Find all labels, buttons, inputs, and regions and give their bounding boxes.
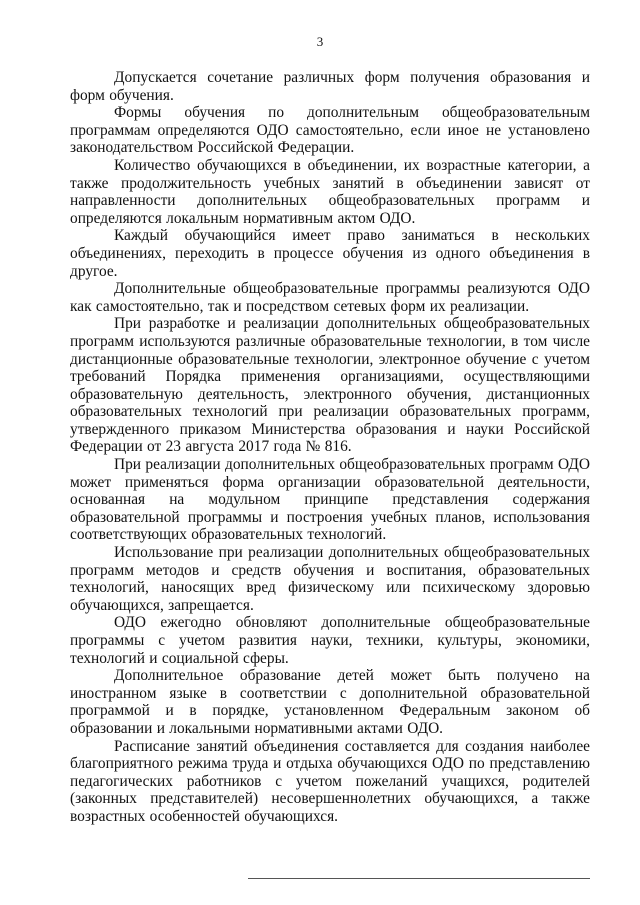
- document-body: [70, 69, 590, 826]
- paragraph-forms-of-study: Формы обучения по дополнительным общеобразовательным программам определяются ОДО самостоятельно, если иное не установлено законодательством Российской Федерации.: [70, 104, 590, 157]
- paragraph-student-count: Количество обучающихся в объединении, их возрастные категории, а также продолжительность учебных занятий в объединении зависят от направленности дополнительных общеобразовательных программ и определяются локальным нормативным актом ОДО.: [70, 156, 590, 227]
- paragraph-network-forms: Дополнительные общеобразовательные программы реализуются ОДО как самостоятельно, так и посредством сетевых форм их реализации.: [70, 280, 590, 315]
- paragraph-harmful-methods: Использование при реализации дополнительных общеобразовательных программ методов и средств обучения и воспитания, образовательных технологий, наносящих вред физическому или психическому здоровью обучающихся, запрещается.: [70, 544, 590, 614]
- page-number: 3: [316, 34, 324, 49]
- paragraph-schedule: Расписание занятий объединения составляется для создания наиболее благоприятного режима труда и отдыха обучающихся ОДО по представлению педагогических работников с учетом пожеланий учащихся, родителей (законных представителей) несовершеннолетних обучающихся, а также возрастных особенностей обучающихся.: [70, 737, 590, 825]
- paragraph-multiple-associations: Каждый обучающийся имеет право заниматься в нескольких объединениях, переходить в процессе обучения из одного объединения в другое.: [70, 227, 590, 280]
- footer-divider: [248, 878, 590, 879]
- paragraph-forms-combination: Допускается сочетание различных форм получения образования и форм обучения.: [70, 69, 590, 104]
- paragraph-annual-update: ОДО ежегодно обновляют дополнительные общеобразовательные программы с учетом развития науки, техники, культуры, экономики, технологий и социальной сферы.: [70, 614, 590, 667]
- paragraph-modular-principle: При реализации дополнительных общеобразовательных программ ОДО может применяться форма организации образовательной деятельности, основанная на модульном принципе представления содержания образовательной программы и построения учебных планов, использования соответствующих образовательных технологий.: [70, 456, 590, 544]
- paragraph-distance-learning: При разработке и реализации дополнительных общеобразовательных программ используются различные образовательные технологии, в том числе дистанционные образовательные технологии, электронное обучение с учетом требований Порядка применения организациями, осуществляющими образовательную деятельность, электронного обучения, дистанционных образовательных технологий при реализации образовательных программ, утвержденного приказом Министерства образования и науки Российской Федерации от 23 августа 2017 года № 816.: [70, 315, 590, 456]
- paragraph-foreign-language: Дополнительное образование детей может быть получено на иностранном языке в соответствии с дополнительной образовательной программой и в порядке, установленном Федеральным законом об образовании и локальными нормативными актами ОДО.: [70, 667, 590, 737]
